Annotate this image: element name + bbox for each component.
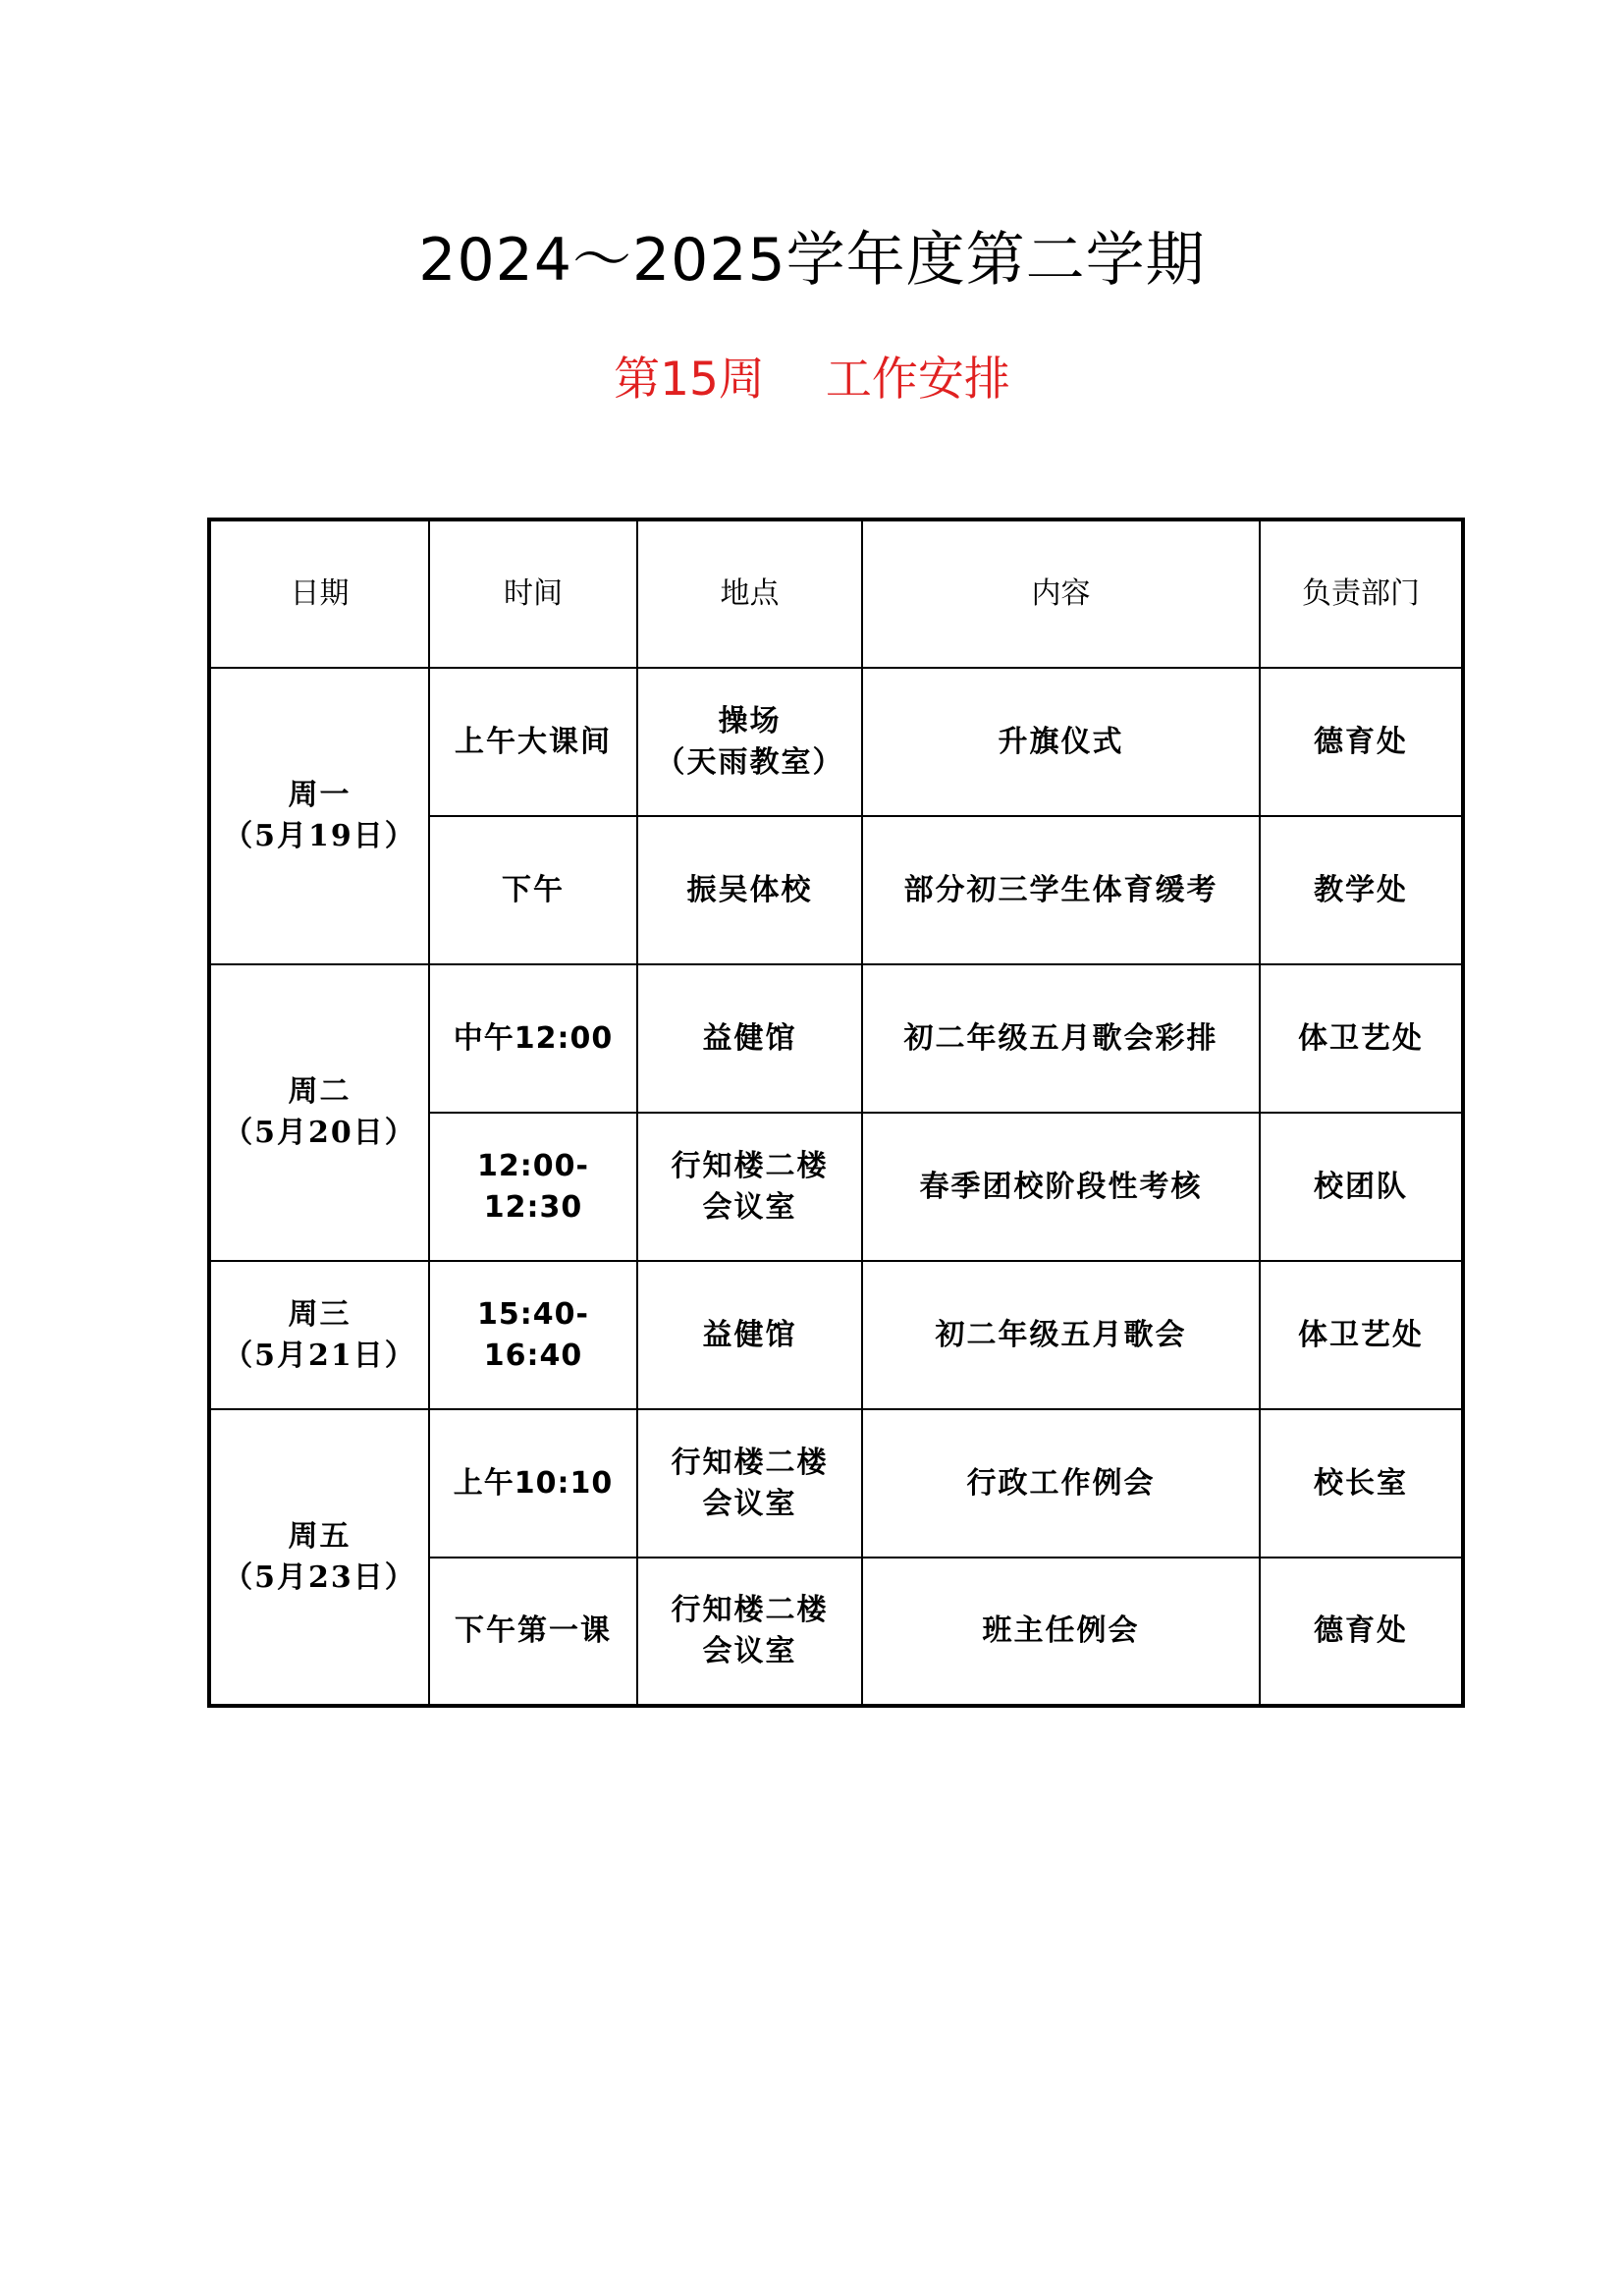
date-cell: [209, 1261, 429, 1409]
date-label: （5月23日）: [223, 1559, 416, 1595]
table-row: [209, 1261, 1463, 1409]
content-cell: 班主任例会: [862, 1558, 1260, 1706]
date-cell: [209, 1409, 429, 1706]
page-subtitle: 第15周 工作安排: [614, 353, 1010, 407]
day-label: 周五: [288, 1518, 352, 1554]
time-cell: 15:40-16:40: [429, 1261, 637, 1409]
place-line: （天雨教室）: [655, 744, 844, 780]
date-cell: [209, 964, 429, 1261]
table-row: [209, 668, 1463, 816]
place-line: 会议室: [702, 1634, 797, 1668]
place-cell: [637, 1261, 862, 1409]
date-label: （5月21日）: [223, 1338, 416, 1373]
time-cell: 上午10:10: [429, 1409, 637, 1558]
content-cell: 行政工作例会: [862, 1409, 1260, 1558]
day-label: 周一: [288, 778, 352, 812]
content-cell: 初二年级五月歌会: [862, 1261, 1260, 1409]
content-cell: 升旗仪式: [862, 668, 1260, 816]
time-cell: 下午第一课: [429, 1558, 637, 1706]
place-cell: [637, 668, 862, 816]
place-line: 行知楼二楼: [671, 1148, 829, 1183]
date-cell: [209, 668, 429, 964]
place-line: 益健馆: [702, 1020, 797, 1056]
place-line: 行知楼二楼: [671, 1445, 829, 1480]
dept-cell: 德育处: [1260, 668, 1463, 816]
page-title: 2024～2025学年度第二学期: [418, 226, 1206, 295]
dept-cell: 校长室: [1260, 1409, 1463, 1558]
place-cell: [637, 1113, 862, 1261]
place-line: 行知楼二楼: [671, 1593, 829, 1627]
table-row: [209, 964, 1463, 1113]
place-line: 振吴体校: [686, 872, 813, 907]
table-header-row: [209, 519, 1463, 668]
header-dept: 负责部门: [1260, 519, 1463, 668]
dept-cell: 体卫艺处: [1260, 1261, 1463, 1409]
day-label: 周三: [288, 1296, 352, 1332]
header-time: 时间: [429, 519, 637, 668]
time-cell: 12:00-12:30: [429, 1113, 637, 1261]
place-cell: [637, 816, 862, 964]
place-line: 操场: [718, 703, 782, 738]
schedule-table: [207, 518, 1465, 1708]
place-cell: [637, 1409, 862, 1558]
dept-cell: 德育处: [1260, 1558, 1463, 1706]
time-cell: 下午: [429, 816, 637, 964]
content-cell: 部分初三学生体育缓考: [862, 816, 1260, 964]
dept-cell: 教学处: [1260, 816, 1463, 964]
time-cell: 中午12:00: [429, 964, 637, 1113]
header-content: 内容: [862, 519, 1260, 668]
time-cell: 上午大课间: [429, 668, 637, 816]
header-date: 日期: [209, 519, 429, 668]
dept-cell: 校团队: [1260, 1113, 1463, 1261]
header-place: 地点: [637, 519, 862, 668]
place-line: 会议室: [702, 1189, 797, 1225]
place-cell: [637, 1558, 862, 1706]
date-label: （5月19日）: [223, 819, 416, 853]
day-label: 周二: [288, 1074, 352, 1109]
content-cell: 春季团校阶段性考核: [862, 1113, 1260, 1261]
content-cell: 初二年级五月歌会彩排: [862, 964, 1260, 1113]
date-label: （5月20日）: [223, 1116, 416, 1150]
dept-cell: 体卫艺处: [1260, 964, 1463, 1113]
table-row: [209, 1409, 1463, 1558]
place-cell: [637, 964, 862, 1113]
place-line: 益健馆: [702, 1317, 797, 1352]
place-line: 会议室: [702, 1486, 797, 1521]
